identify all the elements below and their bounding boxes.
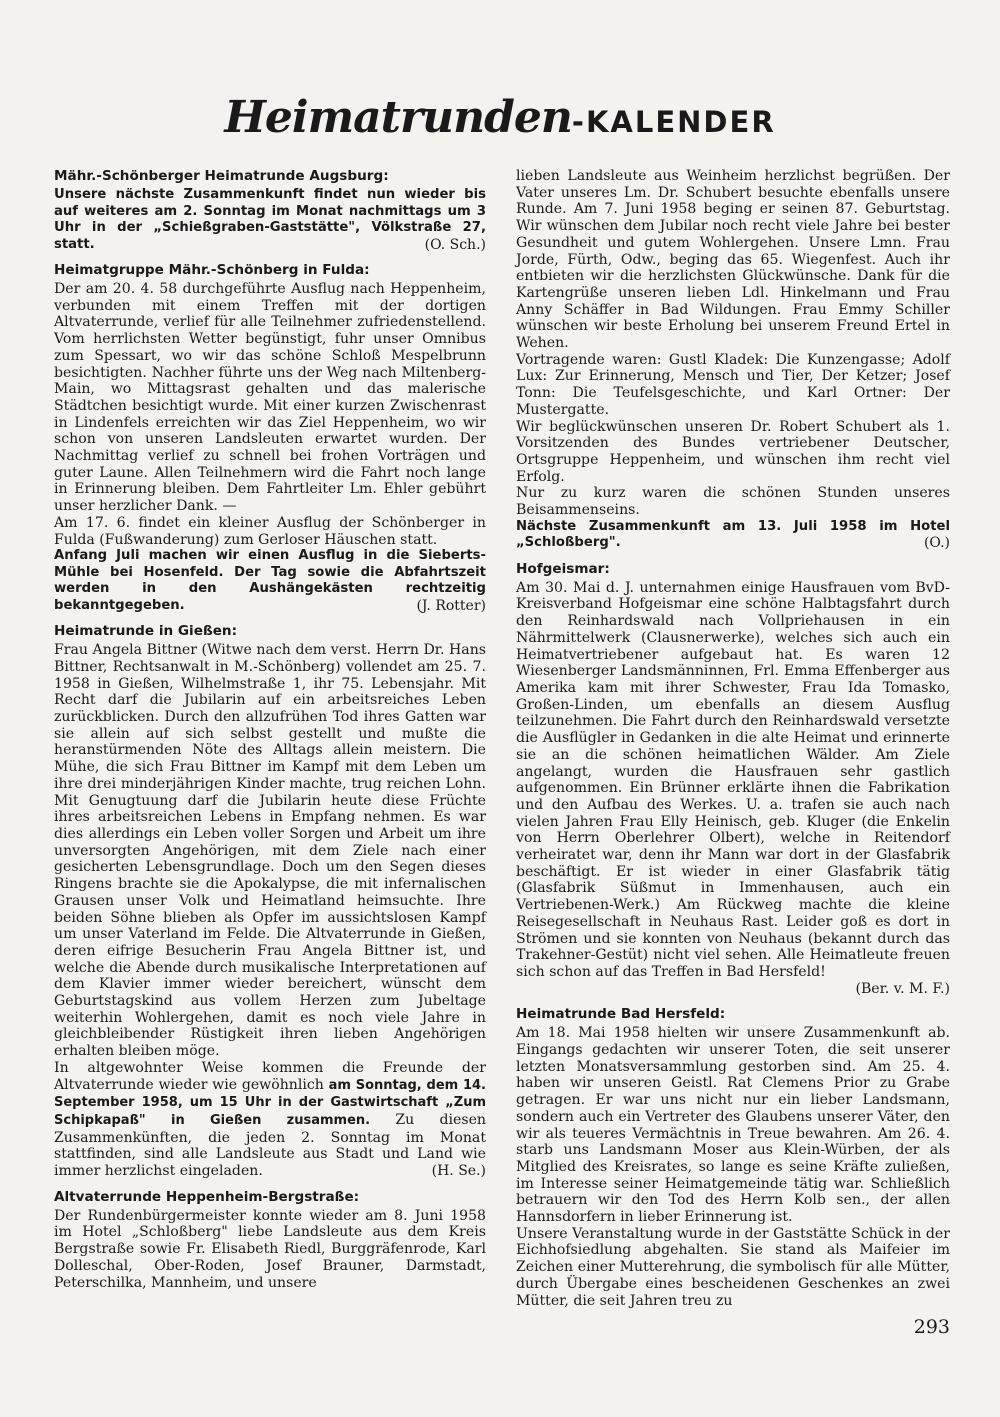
paragraph: Am 18. Mai 1958 hielten wir unsere Zusammenkunft ab. Eingangs gedachten wir unserer Toten, die seit unserer letzten Monatsversammlung gestorben sind. Am 25. 4. haben wir unseren Geistl. Rat Clemens Prior zu Grabe getragen. Er war uns nicht nur ein lieber Landsmann, sondern auch ein Vertreter des Glaubens unserer Väter, den wir als teueres Vermächtnis in Treue bewahren. Am 26. 4. starb uns Landsmann Moser aus Klein-Würben, der als Mitglied des Kreisrates, so lange es seine Kräfte zuließen, im Interesse seiner Heimatgemeinde tätig war. Schließlich betrauern wir den Tod des Herrn Kolb sen., der allen Hannsdorfern in lieber Erinnerung ist. xyxy=(516,1025,950,1226)
paragraph: Am 30. Mai d. J. unternahmen einige Hausfrauen vom BvD-Kreisverband Hofgeismar eine schöne Halbtagsfahrt durch den Reinhardswald nach Vollpriehausen in ein Nährmittelwerk (Clausnerwerke), welches sich auch ein Heimatvertriebener aufgebaut hat. Es waren 12 Wiesenberger Landsmänninnen, Frl. Emma Effenberger aus Amerika kam mit ihrer Schwester, Frau Ida Tomasko, Großen-Linden, um ebenfalls an diesem Ausflug teilzunehmen. Die Fahrt durch den Reinhardswald versetzte die Ausflügler in Gedanken in die alte Heimat und erinnerte sie an die schönen heimatlichen Wälder. Am Ziele angelangt, wurden die Hausfrauen sehr gastlich aufgenommen. Ein Brünner erklärte ihnen die Fabrikation und den Aufbau des Werkes. U. a. trafen sie auch nach vielen Jahren Frau Elly Heinisch, geb. Kluger (die Enkelin von Herrn Oberlehrer Olbert), welche in Reitendorf verheiratet war, denn ihr Mann war dort in der Glasfabrik beschäftigt. Er ist wieder in einer Glasfabrik tätig (Glasfabrik Süßmut in Immenhausen, auch ein Vertriebenen-Werk.) Am Rückweg machte die kleine Reisegesellschaft in Neuhaus Rast. Leider goß es dort in Strömen und sie konnten von Neuhaus (bekannt durch das Trakehner-Gestüt) nicht viel sehen. Alle Heimatleute freuen sich schon auf das Treffen in Bad Hersfeld! xyxy=(516,579,950,980)
heading-hofgeismar: Hofgeismar: xyxy=(516,560,610,577)
heading-augsburg: Mähr.-Schönberger Heimatrunde Augsburg: xyxy=(54,168,389,184)
title-caps: -KALENDER xyxy=(571,105,776,139)
heading-heppenheim: Altvaterrunde Heppenheim-Bergstraße: xyxy=(54,1188,360,1205)
paragraph: Am 17. 6. findet ein kleiner Ausflug der Schönberger in Fulda (Fußwanderung) zum Gerloser Häuschen statt. xyxy=(54,514,486,548)
page-number: 293 xyxy=(913,1316,950,1338)
paragraph: Wir beglückwünschen unseren Dr. Robert Schubert als 1. Vorsitzenden des Bundes vertriebener Deutscher, Ortsgruppe Heppenheim, und wünschen ihm recht viel Erfolg. xyxy=(516,418,950,485)
heading-giessen: Heimatrunde in Gießen: xyxy=(54,623,238,640)
paragraph: Der am 20. 4. 58 durchgeführte Ausflug nach Heppenheim, verbunden mit einem Treffen mit der dortigen Altvaterrunde, verlief für alle Teilnehmer zufriedenstellend. Vom herrlichsten Wetter begünstigt, fuhr unser Omnibus zum Spessart, wo wir das schöne Schloß Mespelbrunn besichtigten. Nachher führte uns der Weg nach Miltenberg-Main, wo Mittagsrast gehalten und das malerische Städtchen besichtigt wurde. Mit einer kurzen Zwischenrast in Lindenfels erreichten wir das Ziel Heppenheim, wo wir schon von unseren Landsleuten erwartet wurden. Der Nachmittag verlief zu schnell bei frohen Vorträgen und guter Laune. Allen Teilnehmern wird die Fahrt noch lange in Erinnerung bleiben. Dem Fahrtleiter Lm. Ehler gebührt unser herzlicher Dank. — xyxy=(54,281,486,515)
paragraph: Frau Angela Bittner (Witwe nach dem verst. Herrn Dr. Hans Bittner, Rechtsanwalt in M.-Schönberg) vollendet am 25. 7. 1958 in Gießen, Wilhelmstraße 1, ihr 75. Lebensjahr. Mit Recht darf die Jubilarin auf ein arbeitsreiches Leben zurückblicken. Durch den allzufrühen Tod ihres Gatten war sie allein auf sich selbst gestellt und mußte die heranstürmenden Nöte des Alltags allein meistern. Die Mühe, die sich Frau Bittner im Kampf mit dem Leben um ihre drei minderjährigen Kinder machte, trug reichen Lohn. Mit Genugtuung darf die Jubilarin heute diese Früchte ihres arbeitsreichen Lebens in Empfang nehmen. Es war dies allerdings ein Leben voller Sorgen und Arbeit um ihre unversorgten Angehörigen, mit dem Ziele nach einer gesicherten Lebensgrundlage. Doch um den Segen dieses Ringens brachte sie die Apokalypse, die mit infernalischen Grausen unser Volk und Heimatland heimsuchte. Ihre beiden Söhne blieben als Opfer im aussichtslosen Kampf um unser Vaterland im Felde. Die Altvaterrunde in Gießen, deren eifrige Besucherin Frau Angela Bittner ist, und welche die Abende durch musikalische Interpretationen auf dem Klavier immer wieder bereichert, wünscht dem Geburtstagskind aus vollem Herzen zum Jubeltage weiterhin Wohlergehen, damit es noch viele Jahre in gleichbleibender Rüstigkeit ihren lieben Angehörigen erhalten bleiben möge. xyxy=(54,642,486,1060)
paragraph: lieben Landsleute aus Weinheim herzlichst begrüßen. Der Vater unseres Lm. Dr. Schubert besuchte ebenfalls unsere Runde. Am 7. Juni 1958 beging er seinen 87. Geburtstag. Wir wünschen dem Jubilar noch recht viele Jahre bei bester Gesundheit und gutem Wohlergehen. Unsere Lmn. Frau Jorde, Fürth, Odw., beging das 65. Wiegenfest. Auch ihr entbieten wir die herzlichsten Glückwünsche. Dank für die Kartengrüße unseren lieben Ldl. Hinkelmann und Frau Anny Schäffer in Bad Wildungen. Frau Emmy Schiller wünschen wir beste Erholung bei unserem Freund Ertel in Wehen. xyxy=(516,168,950,352)
signature: (O.) xyxy=(923,535,950,552)
heading-bad-hersfeld: Heimatrunde Bad Hersfeld: xyxy=(516,1006,726,1023)
right-column xyxy=(516,168,950,1309)
signature: (J. Rotter) xyxy=(416,597,486,614)
notice-fulda: Anfang Juli machen wir einen Ausflug in die Sieberts-Mühle bei Hosenfeld. Der Tag sowie die Abfahrtszeit werden in den Aushängekästen rechtzeitig bekanntgegeben. (J. Rotter) xyxy=(54,548,486,614)
heading-fulda: Heimatgruppe Mähr.-Schönberg in Fulda: xyxy=(54,262,370,278)
signature: (O. Sch.) xyxy=(424,236,486,253)
signature: (H. Se.) xyxy=(431,1163,486,1180)
paragraph: Nur zu kurz waren die schönen Stunden unseres Beisammenseins. xyxy=(516,485,950,519)
paragraph: Vortragende waren: Gustl Kladek: Die Kunzengasse; Adolf Lux: Zur Erinnerung, Mensch und Tier, Der Ketzer; Josef Tonn: Die Teufelsgeschichte, und Karl Ortner: Der Mustergatte. xyxy=(516,351,950,418)
paragraph: Unsere Veranstaltung wurde in der Gaststätte Schück in der Eichhofsiedlung abgehalten. Sie stand als Maifeier im Zeichen einer Mutterehrung, die symbolisch für alle Mütter, durch Übergabe eines bescheidenen Geschenkes an zwei Mütter, die seit Jahren treu zu xyxy=(516,1225,950,1309)
paragraph: Der Rundenbürgermeister konnte wieder am 8. Juni 1958 im Hotel „Schloßberg" liebe Landsleute aus dem Kreis Bergstraße sowie Fr. Elisabeth Riedl, Burggräfenrode, Karl Dolleschal, Ober-Roden, Josef Brauner, Darmstadt, Peterschilka, Mannheim, und unsere xyxy=(54,1207,486,1291)
left-column xyxy=(54,168,486,1291)
signature: (Ber. v. M. F.) xyxy=(855,980,950,997)
page-title xyxy=(0,92,1000,143)
notice-heppenheim: Nächste Zusammenkunft am 13. Juli 1958 im Hotel „Schloßberg". (O.) xyxy=(516,518,950,552)
title-script: Heimatrunden xyxy=(224,92,572,143)
paragraph: In altgewohnter Weise kommen die Freunde der Altvaterrunde wieder wie gewöhnlich am Sonntag, dem 14. September 1958, um 15 Uhr in der Gastwirtschaft „Zum Schipkapaß" in Gießen zusammen. Zu diesen Zusammenkünften, die jeden 2. Sonntag im Monat stattfinden, sind alle Landsleute aus Stadt und Land wie immer herzlichst eingeladen. (H. Se.) xyxy=(54,1059,486,1180)
notice-augsburg: Unsere nächste Zusammenkunft findet nun wieder bis auf weiteres am 2. Sonntag im Monat nachmittags um 3 Uhr in der „Schießgraben-Gaststätte", Völkstraße 27, statt. (O. Sch.) xyxy=(54,187,486,253)
